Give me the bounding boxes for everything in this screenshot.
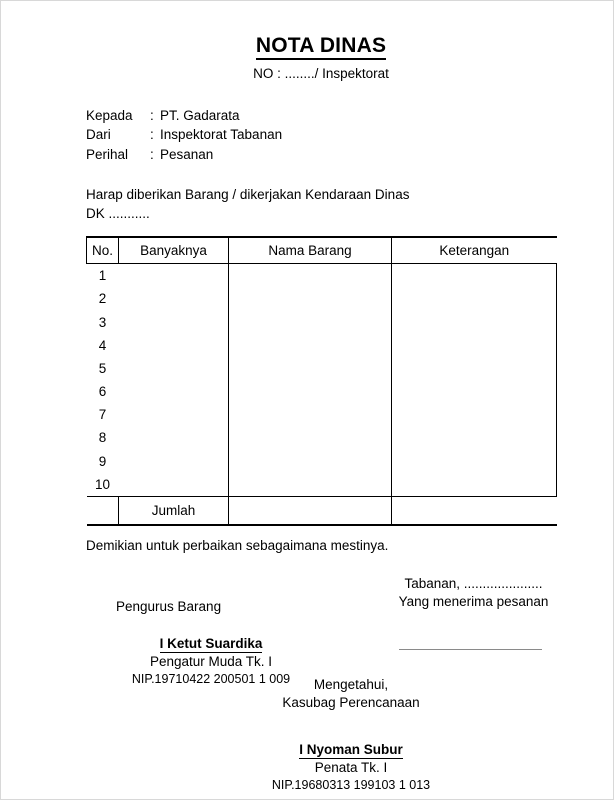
signature-block-bottom (226, 741, 476, 793)
signature-roles (86, 575, 556, 635)
cell-no: 10 (94, 476, 111, 492)
cell-keterangan[interactable] (392, 334, 557, 357)
cell-nama-barang[interactable] (229, 264, 392, 288)
meta-label-perihal: Perihal (86, 146, 129, 162)
cell-nama-barang[interactable] (229, 287, 392, 310)
meta-row-kepada (86, 106, 556, 126)
meta-row-dari (86, 125, 556, 145)
intro-line-1: Harap diberikan Barang / dikerjakan Kendaraan Dinas (86, 186, 410, 202)
total-cell-nama-barang[interactable] (229, 496, 392, 525)
cell-keterangan[interactable] (392, 450, 557, 473)
table-header-keterangan: Keterangan (392, 237, 557, 264)
intro-paragraph (86, 185, 556, 224)
table-row (87, 287, 557, 310)
total-label-jumlah: Jumlah (119, 496, 229, 525)
cell-no: 7 (98, 407, 107, 423)
total-cell-no (87, 496, 119, 525)
table-header-row (87, 237, 557, 264)
table-row (87, 473, 557, 497)
signature-right-role: Yang menerima pesanan (398, 593, 549, 609)
meta-separator-kepada: : (150, 107, 154, 123)
cell-keterangan[interactable] (392, 380, 557, 403)
cell-keterangan[interactable] (392, 287, 557, 310)
closing-statement: Demikian untuk perbaikan sebagaimana mestinya. (86, 537, 389, 553)
table-header-nama-barang: Nama Barang (229, 237, 392, 264)
cell-no: 2 (98, 291, 107, 307)
signature-name-left: I Ketut Suardika (160, 635, 263, 654)
cell-keterangan[interactable] (392, 264, 557, 288)
signature-line-right (399, 649, 542, 650)
title-block (86, 1, 556, 82)
cell-nama-barang[interactable] (229, 450, 392, 473)
cell-nama-barang[interactable] (229, 357, 392, 380)
cell-no: 9 (98, 453, 107, 469)
meta-value-dari: Inspektorat Tabanan (160, 127, 283, 143)
knowing-line-2: Kasubag Perencanaan (282, 694, 420, 710)
signature-rank-left: Pengatur Muda Tk. I (149, 654, 273, 670)
items-table (86, 236, 557, 526)
signature-names (86, 635, 556, 792)
table-row (87, 426, 557, 449)
meta-value-kepada: PT. Gadarata (160, 107, 240, 123)
table-row (87, 334, 557, 357)
cell-nama-barang[interactable] (229, 426, 392, 449)
cell-banyaknya[interactable] (119, 403, 229, 426)
table-header-no: No. (87, 237, 119, 264)
meta-row-perihal (86, 145, 556, 165)
table-row (87, 264, 557, 288)
signature-name-bottom: I Nyoman Subur (299, 741, 403, 760)
table-row (87, 450, 557, 473)
knowing-line-1: Mengetahui, (313, 676, 389, 692)
signature-place-date: Tabanan, ..................... (404, 575, 543, 591)
cell-no: 5 (98, 360, 107, 376)
page-title: NOTA DINAS (256, 35, 386, 60)
cell-banyaknya[interactable] (119, 264, 229, 288)
items-table-wrapper (86, 236, 556, 526)
cell-no: 8 (98, 430, 107, 446)
table-total-row (87, 496, 557, 525)
cell-banyaknya[interactable] (119, 357, 229, 380)
cell-nama-barang[interactable] (229, 473, 392, 497)
meta-value-perihal: Pesanan (160, 146, 214, 162)
intro-line-2: DK ........... (86, 206, 150, 222)
document-body (86, 1, 556, 792)
cell-keterangan[interactable] (392, 473, 557, 497)
cell-nama-barang[interactable] (229, 310, 392, 333)
cell-no: 6 (98, 384, 107, 400)
meta-separator-dari: : (150, 127, 154, 143)
meta-fields (86, 106, 556, 165)
meta-label-kepada: Kepada (86, 107, 133, 123)
cell-no: 3 (98, 314, 107, 330)
meta-label-dari: Dari (86, 127, 111, 143)
table-row (87, 380, 557, 403)
signature-nip-left: NIP.19710422 200501 1 009 (131, 672, 291, 686)
cell-keterangan[interactable] (392, 310, 557, 333)
cell-nama-barang[interactable] (229, 334, 392, 357)
cell-keterangan[interactable] (392, 403, 557, 426)
cell-banyaknya[interactable] (119, 450, 229, 473)
signature-left-role: Pengurus Barang (116, 598, 222, 614)
table-row (87, 403, 557, 426)
table-row (87, 357, 557, 380)
signature-nip-bottom: NIP.19680313 199103 1 013 (271, 778, 431, 792)
cell-keterangan[interactable] (392, 357, 557, 380)
table-row (87, 310, 557, 333)
cell-keterangan[interactable] (392, 426, 557, 449)
cell-banyaknya[interactable] (119, 380, 229, 403)
cell-no: 4 (98, 337, 107, 353)
cell-banyaknya[interactable] (119, 310, 229, 333)
cell-banyaknya[interactable] (119, 334, 229, 357)
signature-right-block (386, 575, 561, 611)
cell-banyaknya[interactable] (119, 426, 229, 449)
knowing-block (231, 676, 471, 712)
total-cell-keterangan[interactable] (392, 496, 557, 525)
cell-no: 1 (98, 268, 107, 284)
cell-banyaknya[interactable] (119, 473, 229, 497)
signature-rank-bottom: Penata Tk. I (314, 760, 388, 776)
table-header-banyaknya: Banyaknya (119, 237, 229, 264)
cell-banyaknya[interactable] (119, 287, 229, 310)
meta-separator-perihal: : (150, 146, 154, 162)
cell-nama-barang[interactable] (229, 380, 392, 403)
cell-nama-barang[interactable] (229, 403, 392, 426)
document-number: NO : ......../ Inspektorat (253, 65, 389, 81)
